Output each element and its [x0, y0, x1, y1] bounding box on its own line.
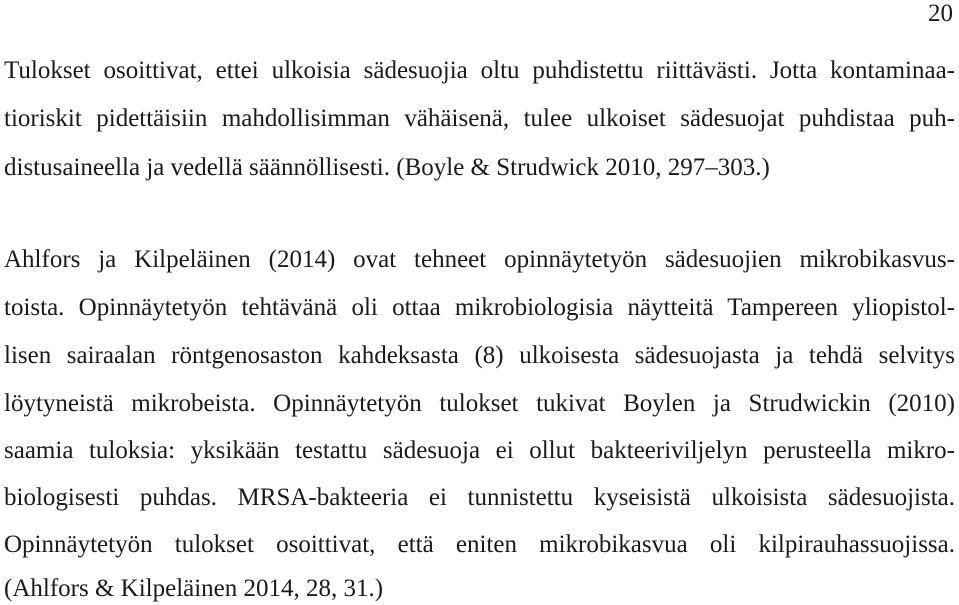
paragraph-line: Opinnäytetyön tulokset osoittivat, että eniten mikrobikasvua oli kilpirauhassuojissa.: [4, 531, 955, 558]
paragraph-line: löytyneistä mikrobeista. Opinnäytetyön tulokset tukivat Boylen ja Strudwickin (2010): [4, 390, 955, 417]
paragraph-line: lisen sairaalan röntgenosaston kahdeksasta (8) ulkoisesta sädesuojasta ja tehdä selvitys: [4, 342, 955, 369]
paragraph-line: Tulokset osoittivat, ettei ulkoisia sädesuojia oltu puhdistettu riittävästi. Jotta kontaminaa-: [4, 57, 955, 84]
paragraph-line: saamia tuloksia: yksikään testattu sädesuoja ei ollut bakteeriviljelyn perusteella mikro-: [4, 437, 955, 464]
paragraph-line: toista. Opinnäytetyön tehtävänä oli ottaa mikrobiologisia näytteitä Tampereen yliopistol-: [4, 294, 955, 321]
paragraph-line: Ahlfors ja Kilpeläinen (2014) ovat tehneet opinnäytetyön sädesuojien mikrobikasvus-: [4, 246, 955, 273]
paragraph-line: (Ahlfors & Kilpeläinen 2014, 28, 31.): [4, 575, 384, 602]
paragraph-line: biologisesti puhdas. MRSA-bakteeria ei tunnistettu kyseisistä ulkoisista sädesuojista.: [4, 484, 955, 511]
paragraph-line: tioriskit pidettäisiin mahdollisimman vähäisenä, tulee ulkoiset sädesuojat puhdistaa puh-: [4, 105, 955, 132]
page-number: 20: [928, 0, 953, 27]
paragraph-line: distusaineella ja vedellä säännöllisesti. (Boyle & Strudwick 2010, 297–303.): [4, 154, 770, 181]
